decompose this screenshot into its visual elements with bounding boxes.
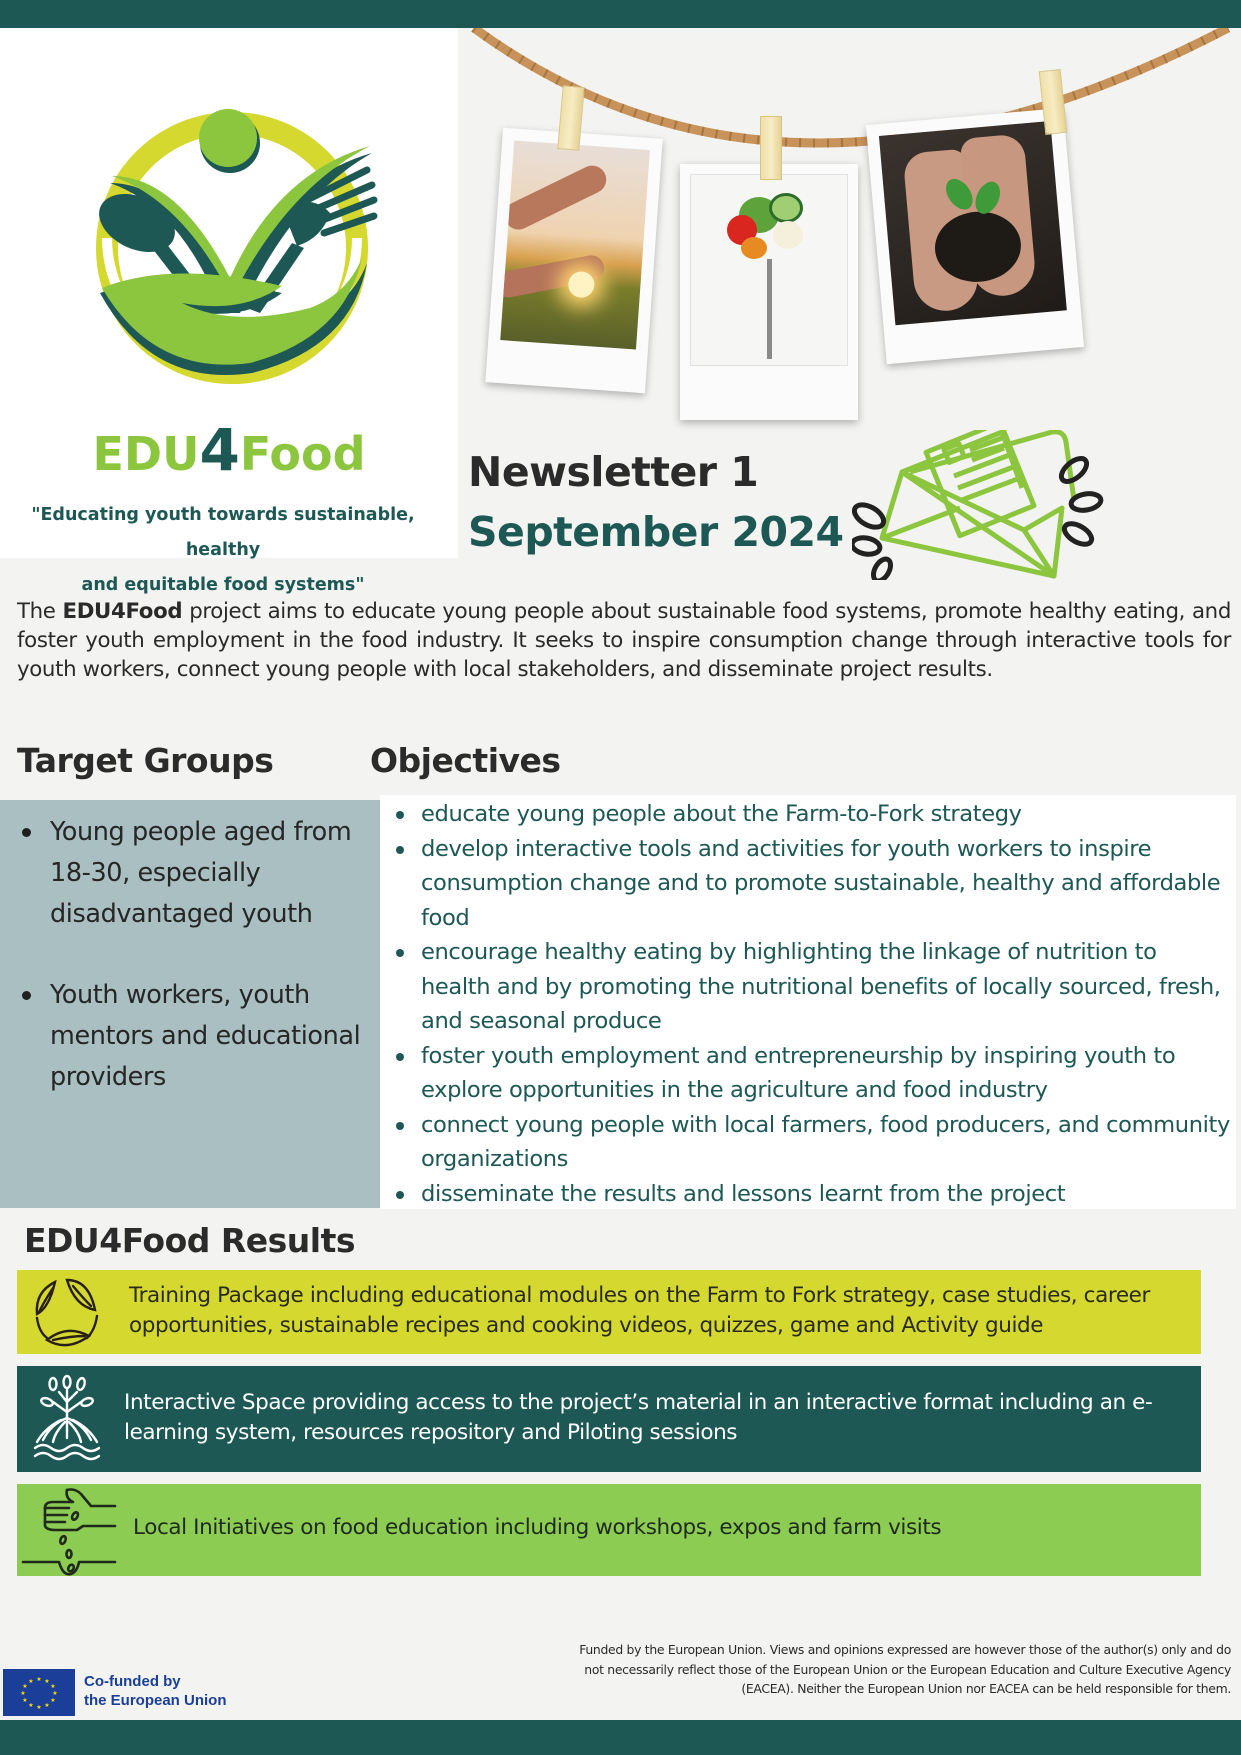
polaroid-1	[485, 128, 662, 394]
envelope-letter-icon	[852, 430, 1104, 580]
result-text: Local Initiatives on food education including workshops, expos and farm visits	[133, 1515, 942, 1540]
photo-clothesline	[458, 28, 1241, 428]
intro-paragraph	[17, 597, 1231, 684]
polaroid-3	[866, 108, 1084, 364]
bottom-bar	[0, 1720, 1241, 1755]
hand-sowing-seeds-icon	[19, 1484, 119, 1576]
target-groups-list	[22, 812, 372, 1138]
clothes-peg-2	[760, 116, 782, 180]
svg-text:★: ★	[36, 1676, 42, 1683]
hands-sowing-seeds-photo	[500, 141, 650, 350]
svg-text:★: ★	[22, 1697, 28, 1704]
target-group-item: Young people aged from 18-30, especially disadvantaged youth	[22, 812, 372, 935]
newsletter-date: September 2024	[468, 508, 844, 556]
objectives-heading: Objectives	[370, 741, 561, 780]
result-text: Interactive Space providing access to the project’s material in an interactive format including an e-learning system, resources repository and Piloting sessions	[124, 1390, 1153, 1445]
hands-holding-seedling-photo	[879, 121, 1067, 325]
eu-stars-icon	[3, 1669, 75, 1716]
svg-text:★: ★	[28, 1678, 34, 1685]
eu-line-1: Co-funded by	[84, 1673, 181, 1690]
polaroid-2	[680, 164, 858, 420]
eu-line-2: the European Union	[84, 1692, 227, 1709]
svg-text:★: ★	[44, 1702, 50, 1709]
objective-item: disseminate the results and lessons learnt from the project	[395, 1177, 1230, 1212]
plant-roots-water-icon	[31, 1372, 103, 1466]
logo-word-food: Food	[239, 427, 366, 481]
svg-text:★: ★	[52, 1690, 58, 1697]
result-text: Training Package including educational modules on the Farm to Fork strategy, case studies, career opportunities, sustainable recipes and cooking videos, quizzes, game and Activity guide	[129, 1283, 1150, 1338]
svg-text:★: ★	[22, 1683, 28, 1690]
logo-word-four: 4	[199, 416, 240, 484]
top-bar	[0, 0, 1241, 28]
eu-disclaimer: Funded by the European Union. Views and opinions expressed are however those of the author(s) only and do not necessarily reflect those of the European Union or the European Education and Culture Executive Agency (EACEA). Neither the European Union nor EACEA can be held responsible for them.	[579, 1642, 1231, 1696]
objective-item: connect young people with local farmers, food producers, and community organizations	[395, 1108, 1230, 1177]
intro-prefix: The	[17, 599, 63, 624]
svg-text:★: ★	[50, 1697, 56, 1704]
target-groups-heading: Target Groups	[17, 741, 274, 780]
objective-item: encourage healthy eating by highlighting the linkage of nutrition to health and by promoting the nutritional benefits of locally sourced, fresh, and seasonal produce	[395, 935, 1230, 1039]
svg-text:★: ★	[28, 1702, 34, 1709]
result-training-package	[17, 1270, 1201, 1354]
vegetables-on-fork-photo	[690, 174, 848, 366]
intro-text: project aims to educate young people about sustainable food systems, promote healthy eating, and foster youth employment in the food industry. It seeks to inspire consumption change through interactive tools for youth workers, connect young people with local stakeholders, and disseminate project results.	[17, 599, 1231, 682]
tagline	[0, 498, 446, 603]
svg-text:★: ★	[50, 1683, 56, 1690]
eu-cofunded-label	[84, 1672, 227, 1710]
intro-project-name: EDU4Food	[62, 599, 183, 624]
objectives-list	[395, 797, 1230, 1211]
result-local-initiatives	[17, 1484, 1201, 1576]
tagline-line-1: "Educating youth towards sustainable, healthy	[31, 505, 415, 560]
svg-text:★: ★	[20, 1690, 26, 1697]
logo-word-edu: EDU	[92, 427, 200, 481]
result-interactive-space	[17, 1366, 1201, 1472]
svg-text:★: ★	[36, 1704, 42, 1711]
logo-panel	[0, 28, 458, 595]
objective-item: develop interactive tools and activities for youth workers to inspire consumption change and to promote sustainable, healthy and affordable food	[395, 832, 1230, 936]
target-group-item: Youth workers, youth mentors and educational providers	[22, 975, 372, 1098]
tagline-line-2: and equitable food systems"	[81, 575, 365, 595]
logo-wordmark	[0, 416, 458, 484]
edu4food-logo-icon	[82, 88, 382, 398]
newsletter-title: Newsletter 1	[468, 448, 759, 496]
eu-flag-icon	[3, 1669, 75, 1716]
objective-item: educate young people about the Farm-to-Fork strategy	[395, 797, 1230, 832]
svg-text:★: ★	[44, 1678, 50, 1685]
results-heading: EDU4Food Results	[24, 1221, 356, 1260]
leaves-circle-icon	[27, 1272, 107, 1352]
objective-item: foster youth employment and entrepreneurship by inspiring youth to explore opportunities in the agriculture and food industry	[395, 1039, 1230, 1108]
